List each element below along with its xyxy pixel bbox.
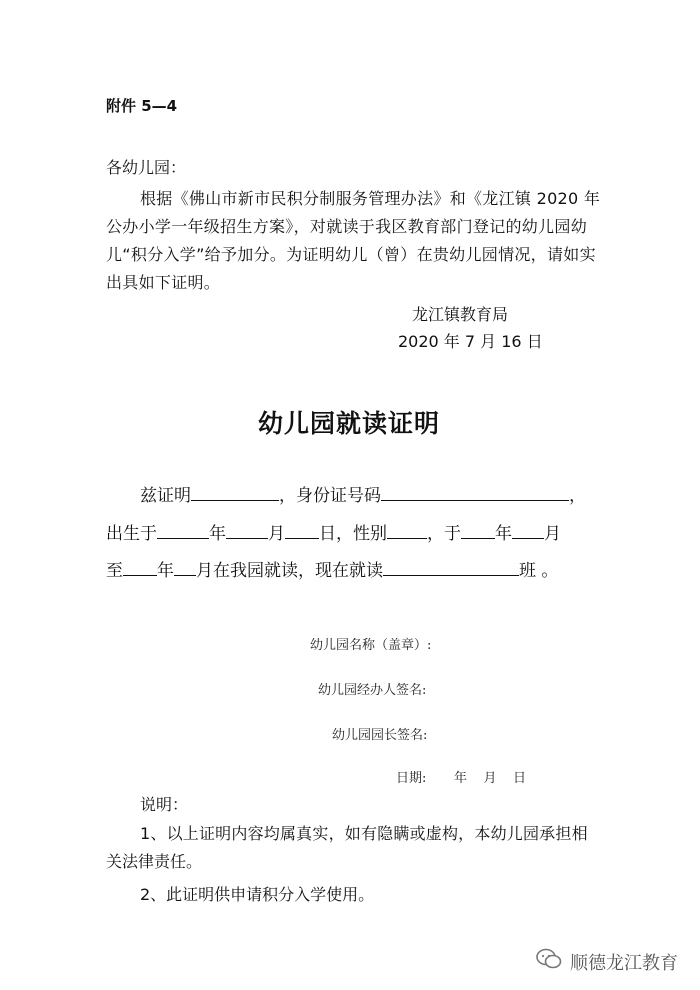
paragraph-line: 公办小学一年级招生方案》，对就读于我区教育部门登记的幼儿园幼 (106, 217, 588, 236)
watermark-text: 顺德龙江教育 (570, 952, 678, 974)
child-name-blank[interactable] (191, 484, 279, 501)
form-text: 月在我园就读，现在就读 (196, 561, 383, 581)
birth-year-blank[interactable] (157, 522, 209, 539)
attachment-label: 附件 5—4 (106, 97, 178, 115)
birth-day-blank[interactable] (285, 522, 319, 539)
paragraph-line: 儿“积分入学”给予加分。为证明幼儿（曾）在贵幼儿园情况，请如实 (106, 245, 596, 264)
form-line-1 (140, 481, 586, 506)
form-text: 月 (544, 524, 561, 544)
paragraph-line: 出具如下证明。 (106, 273, 221, 292)
note-item: 2、此证明供申请积分入学使用。 (140, 885, 375, 904)
form-line-2 (106, 519, 561, 544)
date-fields: 年 月 日 (454, 771, 527, 786)
salutation: 各幼儿园： (106, 158, 187, 177)
date-label: 日期: (396, 771, 427, 786)
to-year-blank[interactable] (123, 559, 157, 576)
form-text: ， (569, 486, 586, 506)
class-blank[interactable] (383, 559, 519, 576)
birth-month-blank[interactable] (226, 522, 268, 539)
form-text: ，性别 (336, 524, 387, 544)
watermark (536, 948, 678, 975)
certificate-title: 幼儿园就读证明 (258, 409, 441, 438)
form-text: 出生于 (106, 524, 157, 544)
handler-signature-label: 幼儿园经办人签名: (318, 683, 427, 698)
issuer: 龙江镇教育局 (412, 305, 509, 324)
from-year-blank[interactable] (461, 522, 495, 539)
form-text: 年 (495, 524, 512, 544)
paragraph-line: 根据《佛山市新市民积分制服务管理办法》和《龙江镇 2020 年 (140, 189, 601, 208)
form-text: 年 (157, 561, 174, 581)
note-item: 1、以上证明内容均属真实，如有隐瞒或虚构，本幼儿园承担相 (140, 824, 588, 843)
form-text: 日 (319, 524, 336, 544)
notes-heading: 说明： (140, 795, 189, 814)
gender-blank[interactable] (387, 522, 427, 539)
form-text: ，身份证号码 (279, 486, 381, 506)
kindergarten-name-label: 幼儿园名称（盖章）: (310, 638, 432, 653)
note-item: 关法律责任。 (106, 852, 203, 871)
letter-date: 2020 年 7 月 16 日 (398, 332, 543, 351)
form-text: 班 。 (519, 561, 559, 581)
form-text: 月 (268, 524, 285, 544)
form-line-3 (106, 556, 558, 581)
from-month-blank[interactable] (512, 522, 544, 539)
form-text: 至 (106, 561, 123, 581)
form-text: 兹证明 (140, 486, 191, 506)
id-number-blank[interactable] (381, 484, 569, 501)
form-text: ，于 (427, 524, 461, 544)
principal-signature-label: 幼儿园园长签名: (332, 728, 428, 743)
wechat-icon (536, 948, 562, 975)
form-text: 年 (209, 524, 226, 544)
to-month-blank[interactable] (174, 559, 196, 576)
